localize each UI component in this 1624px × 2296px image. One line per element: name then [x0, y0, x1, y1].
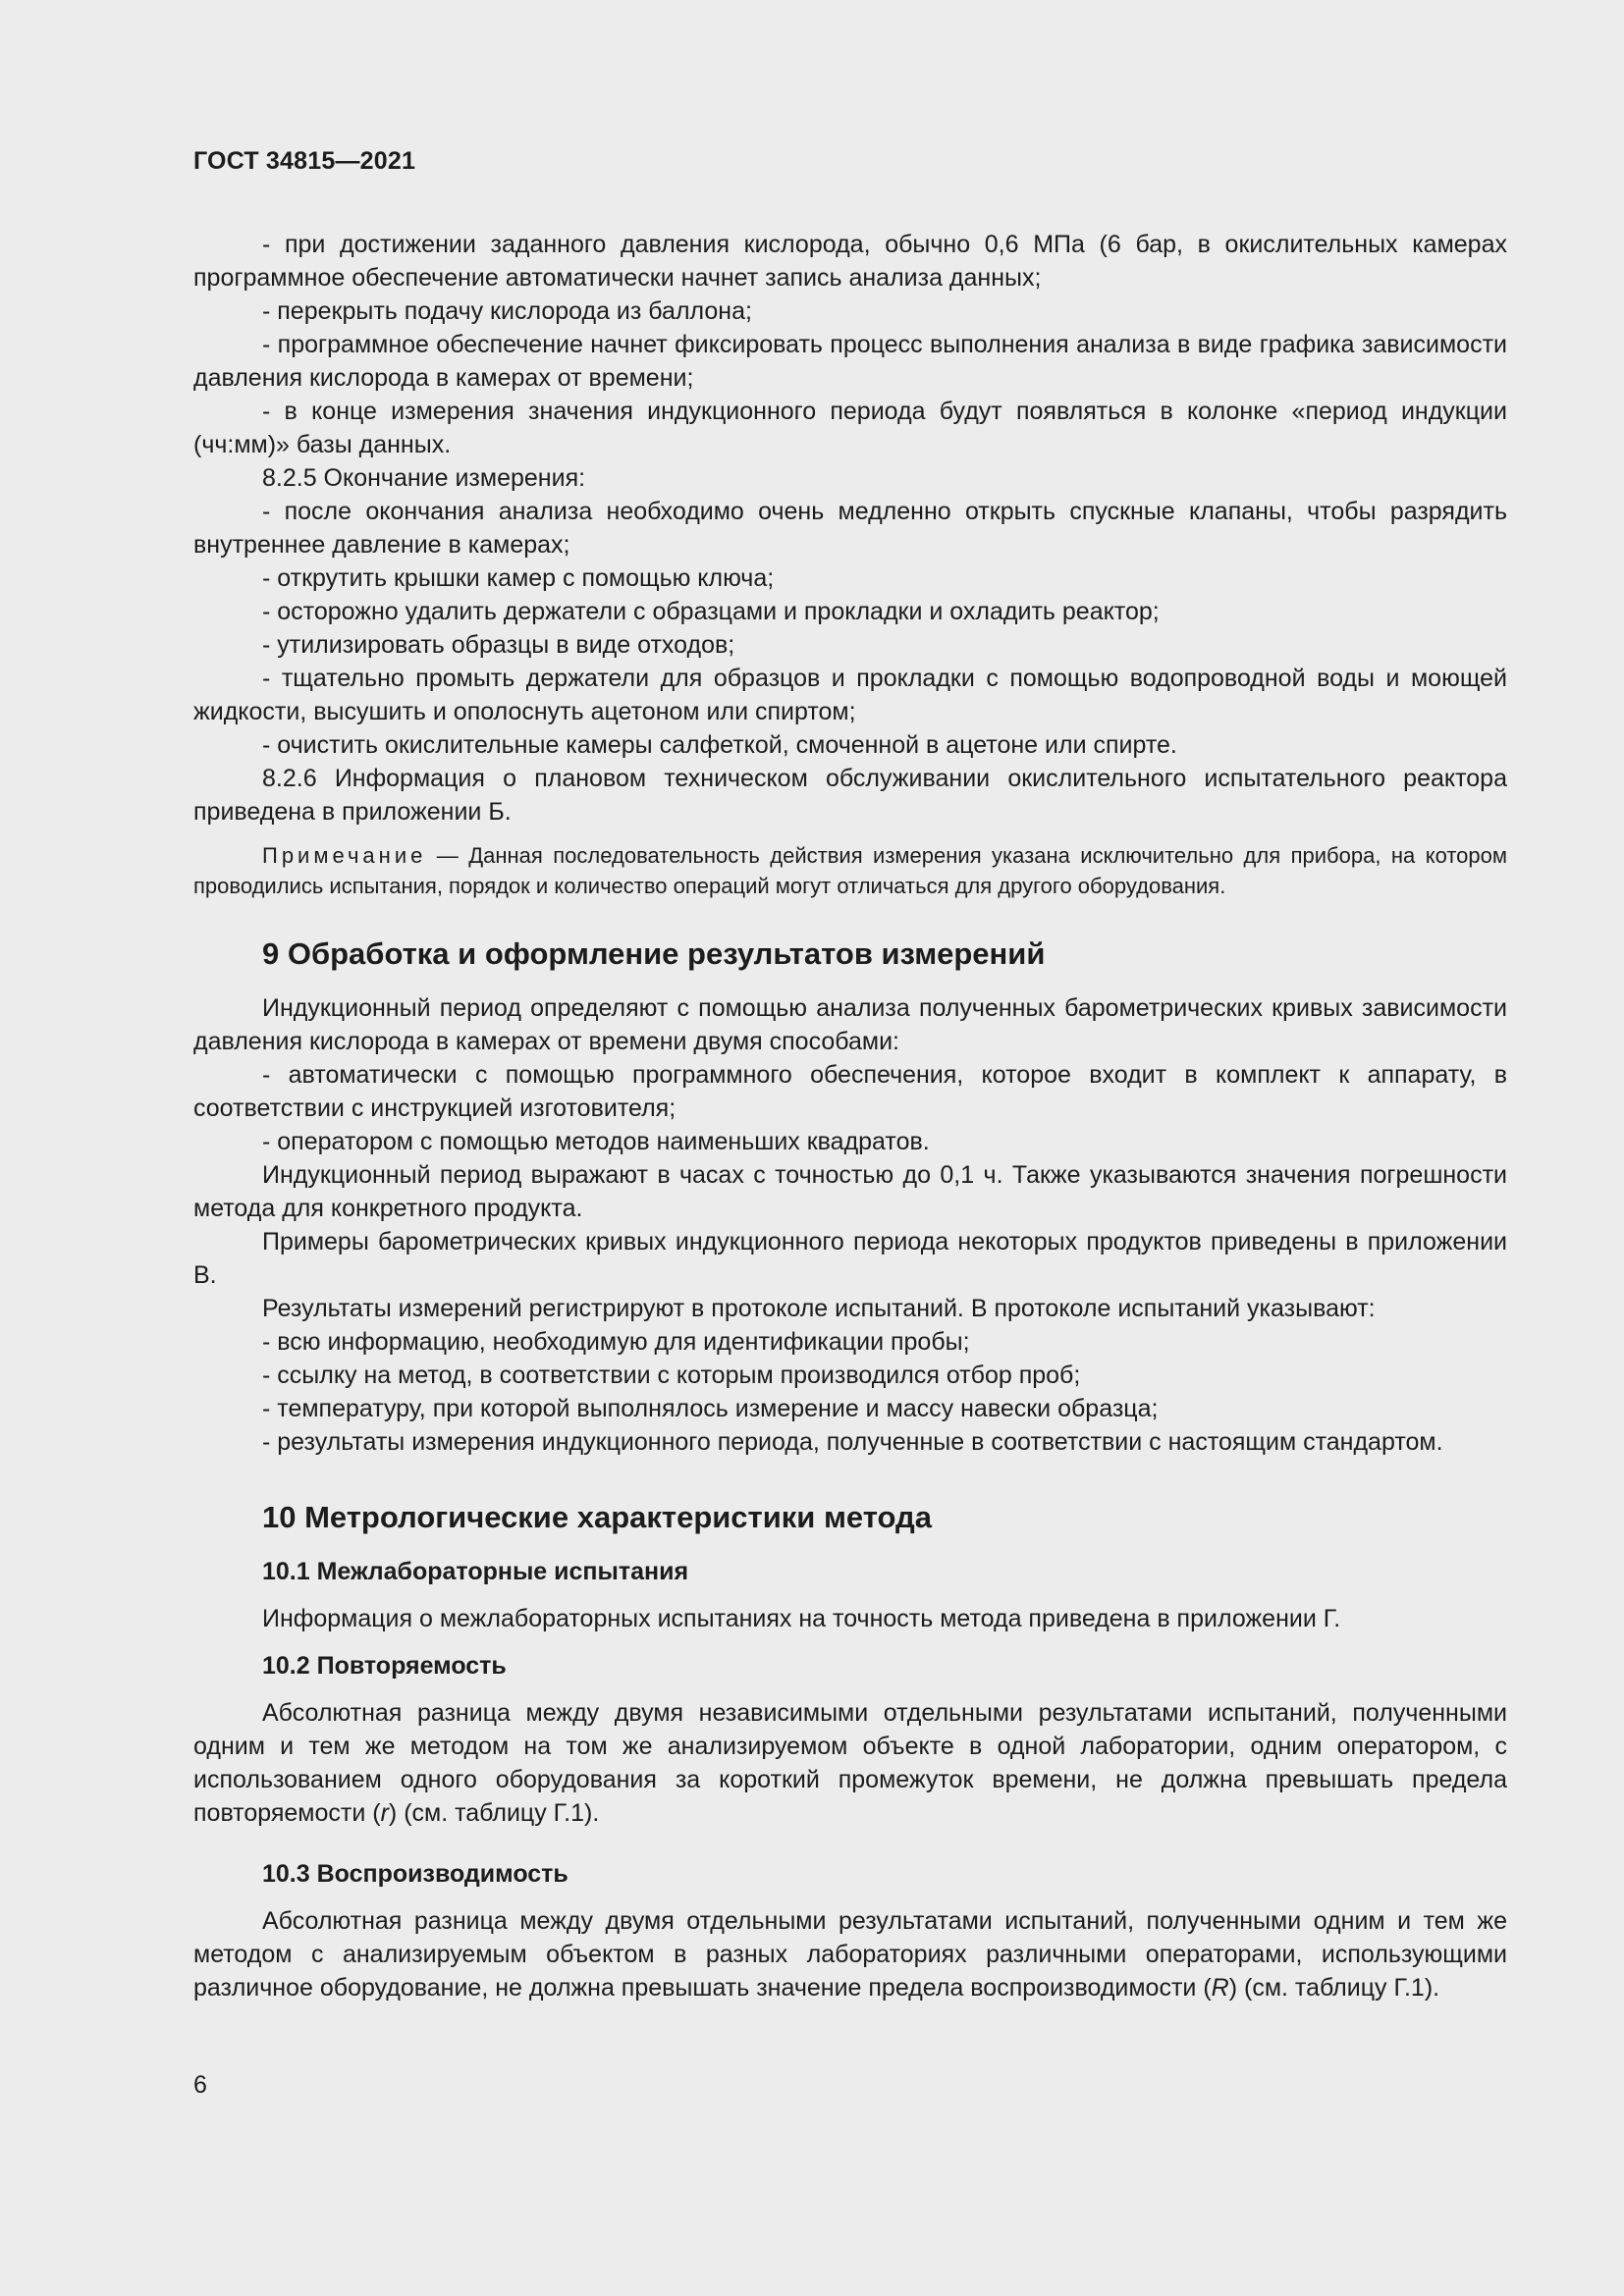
section-10-heading: 10 Метрологические характеристики метода	[262, 1500, 932, 1534]
list-item: - результаты измерения индукционного периода, полученные в соответствии с настоящим стандартом.	[262, 1428, 1443, 1456]
subsection-10-3-heading: 10.3 Воспроизводимость	[262, 1860, 568, 1888]
list-item: - осторожно удалить держатели с образцами и прокладки и охладить реактор;	[262, 598, 1160, 625]
note-label: Примечание	[262, 843, 427, 868]
section-9-heading: 9 Обработка и оформление результатов измерений	[262, 936, 1046, 971]
list-item: - программное обеспечение начнет фиксировать процесс выполнения анализа в виде графика зависимости давления кислорода в камерах от времени;	[193, 331, 1507, 392]
paragraph: Примеры барометрических кривых индукционного периода некоторых продуктов приведены в приложении В.	[193, 1228, 1507, 1289]
list-item: - автоматически с помощью программного обеспечения, которое входит в комплект к аппарату, в соответствии с инструкцией изготовителя;	[193, 1061, 1507, 1122]
text-span: Абсолютная разница между двумя независимыми отдельными результатами испытаний, полученными одним и тем же методом на том же анализируемом объекте в одной лаборатории, одним оператором, с использованием одного оборудования за короткий промежуток времени, не должна превышать предела повторяемости (	[193, 1699, 1507, 1827]
list-item: - ссылку на метод, в соответствии с которым производился отбор проб;	[262, 1362, 1081, 1389]
paragraph: Индукционный период определяют с помощью анализа полученных барометрических кривых зависимости давления кислорода в камерах от времени двумя способами:	[193, 994, 1507, 1055]
paragraph	[193, 1696, 1507, 1830]
document-body	[193, 228, 1507, 2004]
list-item: - тщательно промыть держатели для образцов и прокладки с помощью водопроводной воды и моющей жидкости, высушить и ополоснуть ацетоном или спиртом;	[193, 665, 1507, 725]
repeatability-symbol: r	[380, 1799, 389, 1827]
text-span: Абсолютная разница между двумя отдельными результатами испытаний, полученными одним и тем же методом с анализируемым объектом в разных лабораториях различными операторами, использующими различное оборудование, не должна превышать значение предела воспроизводимости (	[193, 1907, 1507, 2002]
note-text: — Данная последовательность действия измерения указана исключительно для прибора, на котором проводились испытания, порядок и количество операций могут отличаться для другого оборудования.	[193, 843, 1507, 898]
document-page	[193, 0, 1507, 2296]
list-item: - оператором с помощью методов наименьших квадратов.	[262, 1128, 930, 1155]
list-item: - открутить крышки камер с помощью ключа;	[262, 564, 775, 592]
document-header: ГОСТ 34815—2021	[193, 147, 416, 175]
subsection-10-2-heading: 10.2 Повторяемость	[262, 1652, 507, 1680]
clause-8-2-5: 8.2.5 Окончание измерения:	[262, 464, 586, 492]
paragraph	[193, 1904, 1507, 2004]
list-item: - всю информацию, необходимую для идентификации пробы;	[262, 1328, 970, 1356]
list-item: - перекрыть подачу кислорода из баллона;	[262, 297, 752, 325]
list-item: - очистить окислительные камеры салфеткой, смоченной в ацетоне или спирте.	[262, 731, 1177, 759]
note-paragraph	[193, 840, 1507, 901]
list-item: - при достижении заданного давления кислорода, обычно 0,6 МПа (6 бар, в окислительных камерах программное обеспечение автоматически начнет запись анализа данных;	[193, 231, 1507, 292]
paragraph: Результаты измерений регистрируют в протоколе испытаний. В протоколе испытаний указывают:	[262, 1295, 1376, 1322]
paragraph: Информация о межлабораторных испытаниях на точность метода приведена в приложении Г.	[262, 1605, 1341, 1632]
list-item: - утилизировать образцы в виде отходов;	[262, 631, 735, 659]
list-item: - температуру, при которой выполнялось измерение и массу навески образца;	[262, 1395, 1159, 1422]
list-item: - после окончания анализа необходимо очень медленно открыть спускные клапаны, чтобы разрядить внутреннее давление в камерах;	[193, 498, 1507, 559]
clause-8-2-6: 8.2.6 Информация о плановом техническом обслуживании окислительного испытательного реактора приведена в приложении Б.	[193, 765, 1507, 826]
paragraph: Индукционный период выражают в часах с точностью до 0,1 ч. Также указываются значения погрешности метода для конкретного продукта.	[193, 1161, 1507, 1222]
text-span: ) (см. таблицу Г.1).	[1228, 1974, 1440, 2002]
subsection-10-1-heading: 10.1 Межлабораторные испытания	[262, 1558, 689, 1585]
page-number: 6	[193, 2071, 207, 2099]
text-span: ) (см. таблицу Г.1).	[388, 1799, 600, 1827]
reproducibility-symbol: R	[1211, 1974, 1229, 2002]
list-item: - в конце измерения значения индукционного периода будут появляться в колонке «период индукции (чч:мм)» базы данных.	[193, 398, 1507, 458]
